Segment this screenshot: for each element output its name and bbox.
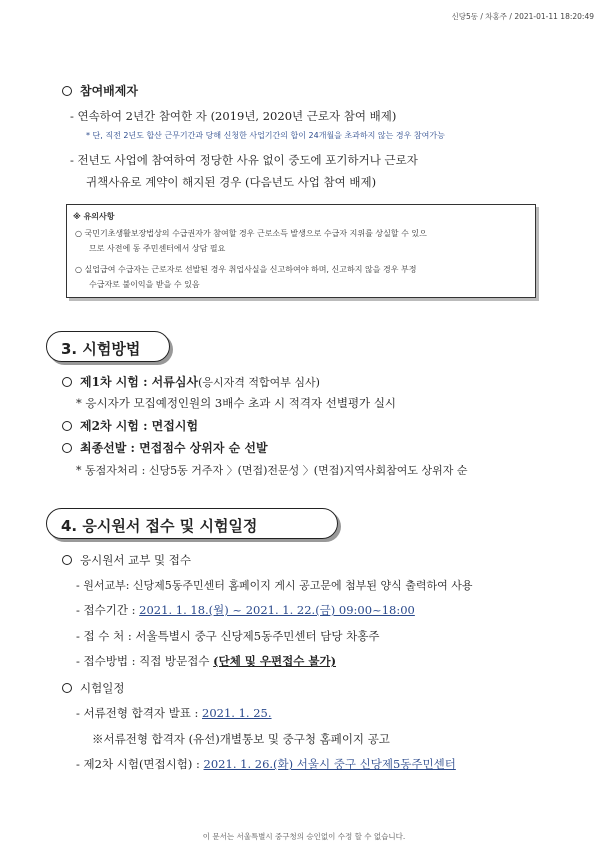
circle-bullet-icon [62, 683, 72, 693]
doc-pass-line [76, 705, 272, 721]
notice-box [66, 204, 536, 298]
document-meta-header: 신당5동 / 차홍주 / 2021-01-11 18:20:49 [451, 12, 594, 21]
schedule-title-row [62, 680, 124, 696]
notice-item-1-line2: 므로 사전에 동 주민센터에서 상담 필요 [89, 244, 226, 253]
circle-bullet-icon [62, 555, 72, 565]
footer-notice: 이 문서는 서울특별시 중구청의 승인없이 수정 할 수 없습니다. [202, 832, 406, 841]
interview-label: - 제2차 시험(면접시험) : [76, 757, 204, 771]
exam-second-row [62, 417, 198, 434]
method-label: - 접수방법 : 직접 방문접수 [76, 654, 214, 668]
place-line: - 접 수 처 : 서울특별시 중구 신당제5동주민센터 담당 차홍주 [76, 629, 380, 643]
exam-first-detail: (응시자격 적합여부 심사) [198, 376, 320, 389]
notice-title: ※ 유의사항 [73, 212, 115, 221]
exam-second-label: 제2차 시험 : 면접시험 [80, 419, 199, 433]
circle-bullet-icon [62, 421, 72, 431]
period-label: - 접수기간 : [76, 603, 140, 617]
method-line [76, 653, 336, 669]
apply-title: 응시원서 교부 및 접수 [80, 553, 191, 567]
exam-first-note: * 응시자가 모집예정인원의 3배수 초과 시 적격자 선별평가 실시 [76, 396, 397, 410]
circle-bullet-icon [62, 443, 72, 453]
section-4-heading [46, 508, 338, 539]
final-selection-row [62, 439, 268, 456]
apply-title-row [62, 552, 191, 568]
doc-pass-note: ※서류전형 합격자 (유선)개별통보 및 중구청 홈페이지 공고 [92, 732, 390, 746]
circle-bullet-icon [62, 377, 72, 387]
tie-break-note: * 동점자처리 : 신당5동 거주자 〉(면접)전문성 〉(면접)지역사회참여도 상위자 순 [76, 464, 468, 477]
notice-item-2-line2: 수급자로 불이익을 받을 수 있음 [89, 280, 200, 289]
method-value: (단체 및 우편접수 불가) [213, 654, 337, 668]
doc-pass-label: - 서류전형 합격자 발표 : [76, 706, 203, 720]
exclusion-item-2-line2: 귀책사유로 계약이 해지된 경우 (다음년도 사업 참여 배제) [86, 175, 377, 189]
interview-value: 2021. 1. 26.(화) 서울시 중구 신당제5동주민센터 [203, 757, 456, 771]
section-3-heading [46, 331, 170, 362]
circle-bullet-icon [62, 86, 72, 96]
notice-item-2-line1: ○ 실업급여 수급자는 근로자로 선발된 경우 취업사실을 신고하여야 하며, 신고하지 않을 경우 부정 [75, 265, 417, 274]
period-value: 2021. 1. 18.(월) ~ 2021. 1. 22.(금) 09:00~18:00 [139, 603, 415, 617]
exclusion-item-1: - 연속하여 2년간 참여한 자 (2019년, 2020년 근로자 참여 배제) [70, 109, 397, 123]
notice-item-1-line1: ○ 국민기초생활보장법상의 수급권자가 참여할 경우 근로소득 발생으로 수급자 지위를 상실할 수 있으 [75, 229, 427, 238]
period-line [76, 602, 415, 618]
exam-first-label: 제1차 시험 : 서류심사 [80, 375, 199, 389]
exclusion-title-row [62, 82, 138, 99]
exclusion-title: 참여배제자 [80, 84, 138, 98]
exam-first-row [62, 373, 320, 390]
schedule-title: 시험일정 [80, 681, 125, 695]
interview-line [76, 756, 456, 772]
section-3-heading-text: 3. 시험방법 [61, 340, 141, 358]
doc-pass-value: 2021. 1. 25. [202, 706, 272, 720]
exclusion-item-2-line1: - 전년도 사업에 참여하여 정당한 사유 없이 중도에 포기하거나 근로자 [70, 153, 418, 167]
section-4-heading-text: 4. 응시원서 접수 및 시험일정 [61, 517, 258, 535]
final-selection-label: 최종선발 : 면접점수 상위자 순 선발 [80, 441, 268, 455]
exclusion-item-1-note: * 단, 직전 2년도 합산 근무기간과 당해 신청한 사업기간의 합이 24개월을 초과하지 않는 경우 참여가능 [86, 131, 445, 140]
distribution-line: - 원서교부: 신당제5동주민센터 홈페이지 게시 공고문에 첨부된 양식 출력하여 사용 [76, 579, 473, 592]
